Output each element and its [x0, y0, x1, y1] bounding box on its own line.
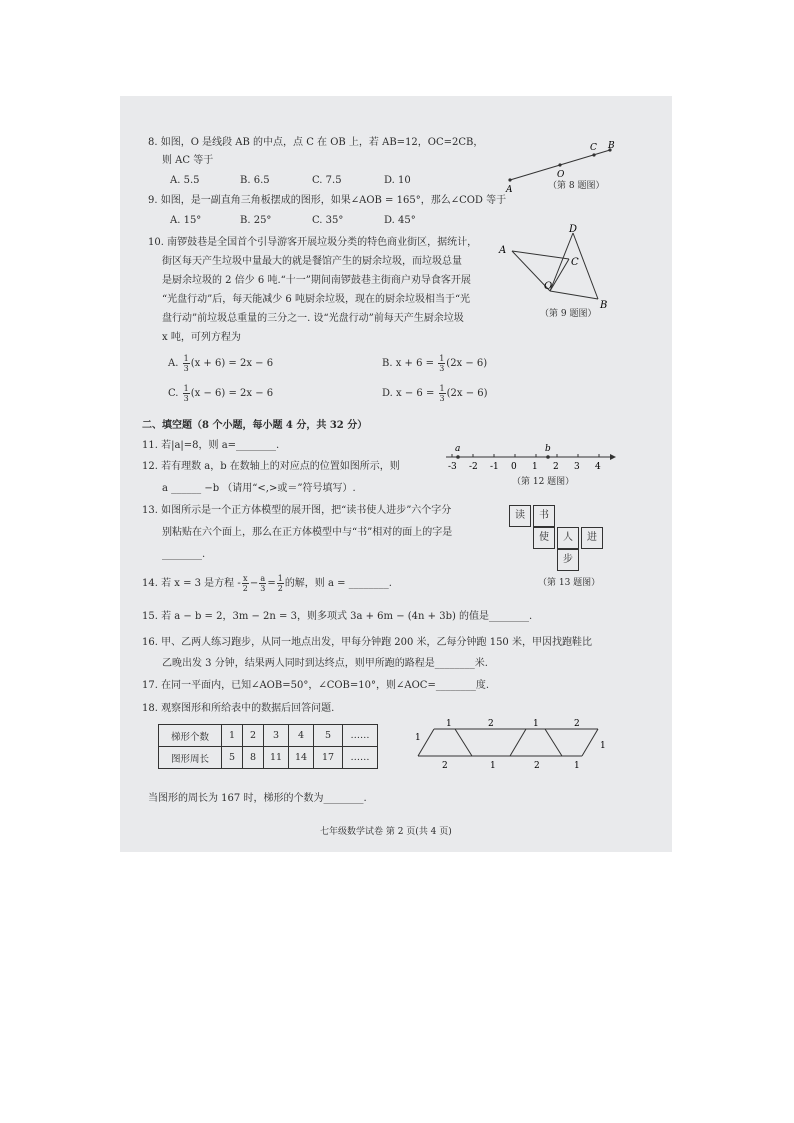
q8-caption: （第 8 题图） — [548, 181, 605, 191]
q8-line2: 则 AC 等于 — [162, 155, 214, 166]
q8-option-d: D. 10 — [384, 175, 411, 186]
q12-tick-label: 1 — [532, 462, 538, 472]
table-row — [159, 725, 378, 747]
table-cell: 3 — [264, 725, 289, 747]
q8-point-a — [508, 178, 511, 181]
q8-label-a: A — [506, 185, 513, 194]
q13-caption: （第 13 题图） — [538, 578, 601, 588]
q8-option-c: C. 7.5 — [312, 175, 342, 186]
fraction: $\frac{1}{2}$ — [277, 574, 283, 593]
q10-option-b: B. x + 6 = $\frac{1}{3}$ (2x − 6) — [382, 354, 488, 373]
q18-answer: 当图形的周长为 167 时，梯形的个数为________. — [148, 793, 367, 804]
q18-table — [158, 724, 378, 769]
table-cell: 11 — [264, 747, 289, 769]
q13-line3: ________. — [162, 549, 206, 560]
q10-line2: 街区每天产生垃圾中量最大的就是餐馆产生的厨余垃圾，而垃圾总量 — [162, 256, 462, 267]
q18-side-label: 1 — [415, 733, 421, 743]
q12-label-b: b — [545, 444, 551, 454]
q12-point-a — [456, 455, 460, 459]
fraction: $\frac{x}{2}$ — [242, 574, 248, 593]
q10-line5: 盘行动”前垃圾总重量的三分之一. 设“光盘行动”前每天产生厨余垃圾 — [162, 313, 464, 324]
cube-face-jin: 进 — [581, 527, 603, 549]
q8-label-b: B — [608, 141, 615, 151]
q9-label-c: C — [571, 257, 579, 268]
table-cell: 5 — [314, 725, 343, 747]
q10-line6: x 吨，可列方程为 — [162, 332, 241, 343]
q12-tick-label: -1 — [490, 462, 499, 472]
q12-tick-label: -3 — [448, 462, 457, 472]
cube-face-shi: 使 — [533, 527, 555, 549]
q15-text: 15. 若 a − b = 2，3m − 2n = 3，则多项式 3a + 6m − (4n + 3b) 的值是________. — [142, 611, 533, 622]
q10-line1: 10. 南锣鼓巷是全国首个引导游客开展垃圾分类的特色商业街区，据统计， — [148, 237, 478, 248]
q16-line2: 乙晚出发 3 分钟，结果两人同时到达终点，则甲所跑的路程是________米. — [162, 658, 488, 669]
q16-line1: 16. 甲、乙两人练习跑步，从同一地点出发，甲每分钟跑 200 米，乙每分钟跑 150 米，甲因找跑鞋比 — [142, 637, 592, 648]
q9-figure — [496, 221, 616, 311]
cube-face-du: 读 — [509, 505, 531, 527]
q10-line4: “光盘行动”后，每天能减少 6 吨厨余垃圾，现在的厨余垃圾相当于“光 — [162, 294, 471, 305]
fraction: $\frac{1}{3}$ — [183, 384, 189, 403]
q9-label-d: D — [569, 224, 578, 235]
q10-option-a: A. $\frac{1}{3}$ (x + 6) = 2x − 6 — [168, 354, 274, 373]
q10-option-d: D. x − 6 = $\frac{1}{3}$ (2x − 6) — [382, 384, 488, 403]
fraction: $\frac{1}{3}$ — [183, 354, 189, 373]
page-footer: 七年级数学试卷 第 2 页(共 4 页) — [320, 827, 452, 837]
fraction: $\frac{1}{3}$ — [439, 384, 445, 403]
q18-text: 18. 观察图形和所给表中的数据后回答问题. — [142, 703, 335, 714]
q18-bottom-label: 2 — [534, 761, 540, 771]
q9-label-b: B — [600, 300, 608, 311]
q12-tick-label: 4 — [595, 462, 601, 472]
q18-bottom-label: 2 — [442, 761, 448, 771]
q9-label-o: O — [544, 281, 553, 292]
table-cell: 梯形个数 — [159, 725, 222, 747]
table-cell: 8 — [243, 747, 264, 769]
q12-tick-label: -2 — [469, 462, 478, 472]
q17-text: 17. 在同一平面内，已知∠AOB=50°，∠COB=10°，则∠AOC=________度. — [142, 680, 490, 691]
fraction: $\frac{1}{3}$ — [439, 354, 445, 373]
q10-option-c: C. $\frac{1}{3}$ (x − 6) = 2x − 6 — [168, 384, 274, 403]
q8-point-c — [592, 153, 595, 156]
q12-caption: （第 12 题图） — [512, 477, 575, 487]
q9-option-d: D. 45° — [384, 215, 416, 226]
q9-option-c: C. 35° — [312, 215, 344, 226]
exam-page — [120, 96, 672, 852]
q9-label-a: A — [499, 245, 507, 256]
cube-face-shu: 书 — [533, 505, 555, 527]
table-cell: 图形周长 — [159, 747, 222, 769]
q8-option-a: A. 5.5 — [170, 175, 200, 186]
q12-point-b — [546, 455, 550, 459]
table-row — [159, 747, 378, 769]
q12-tick-label: 2 — [553, 462, 559, 472]
table-cell: 5 — [222, 747, 243, 769]
cube-face-ren: 人 — [557, 527, 579, 549]
q8-label-c: C — [590, 143, 597, 153]
q18-side-label: 1 — [600, 741, 606, 751]
table-cell: …… — [343, 725, 378, 747]
table-cell: 14 — [289, 747, 314, 769]
q18-bottom-label: 1 — [574, 761, 580, 771]
q9-option-a: A. 15° — [170, 215, 202, 226]
q9-option-b: B. 25° — [240, 215, 272, 226]
table-cell: 4 — [289, 725, 314, 747]
q8-label-o: O — [557, 170, 565, 180]
q9-stem: 9. 如图，是一副直角三角板摆成的图形，如果∠AOB = 165°，那么∠COD 等于 — [148, 195, 507, 206]
q18-bottom-label: 1 — [490, 761, 496, 771]
q18-trapezoid-figure — [410, 716, 610, 774]
q12-line1: 12. 若有理数 a，b 在数轴上的对应点的位置如图所示，则 — [142, 461, 400, 472]
q12-number-line — [426, 442, 616, 474]
q13-line2: 别粘贴在六个面上，那么在正方体模型中与“书”相对的面上的字是 — [162, 527, 453, 538]
q18-top-label: 1 — [446, 719, 452, 729]
q12-line2: a ______ −b （请用“<,>或＝”符号填写）. — [162, 483, 356, 494]
q12-label-a: a — [455, 444, 461, 454]
q18-top-label: 2 — [574, 719, 580, 729]
table-cell: 1 — [222, 725, 243, 747]
q8-line1: 8. 如图，O 是线段 AB 的中点，点 C 在 OB 上，若 AB=12，OC=2CB， — [148, 137, 484, 148]
q8-point-o — [558, 163, 561, 166]
cube-face-bu: 步 — [557, 549, 579, 571]
section-title: 二、填空题（8 个小题，每小题 4 分，共 32 分） — [142, 420, 368, 431]
q10-line3: 是厨余垃圾的 2 倍少 6 吨.“十一”期间南锣鼓巷主街商户劝导食客开展 — [162, 275, 471, 286]
table-cell: 2 — [243, 725, 264, 747]
q12-tick-label: 0 — [511, 462, 517, 472]
q18-top-label: 2 — [488, 719, 494, 729]
table-cell: 17 — [314, 747, 343, 769]
q18-top-label: 1 — [533, 719, 539, 729]
fraction: $\frac{a}{3}$ — [260, 574, 266, 593]
q14-text: 14. 若 x = 3 是方程 - $\frac{x}{2}$ − $\frac{a}{3}$ = $\frac{1}{2}$ 的解，则 a = ________. — [142, 574, 392, 593]
q12-tick-label: 3 — [574, 462, 580, 472]
q11-text: 11. 若|a|=8，则 a=________. — [142, 440, 280, 451]
table-cell: …… — [343, 747, 378, 769]
q8-option-b: B. 6.5 — [240, 175, 270, 186]
q13-line1: 13. 如图所示是一个正方体模型的展开图，把“读书使人进步”六个字分 — [142, 505, 452, 516]
q9-caption: （第 9 题图） — [540, 309, 597, 319]
